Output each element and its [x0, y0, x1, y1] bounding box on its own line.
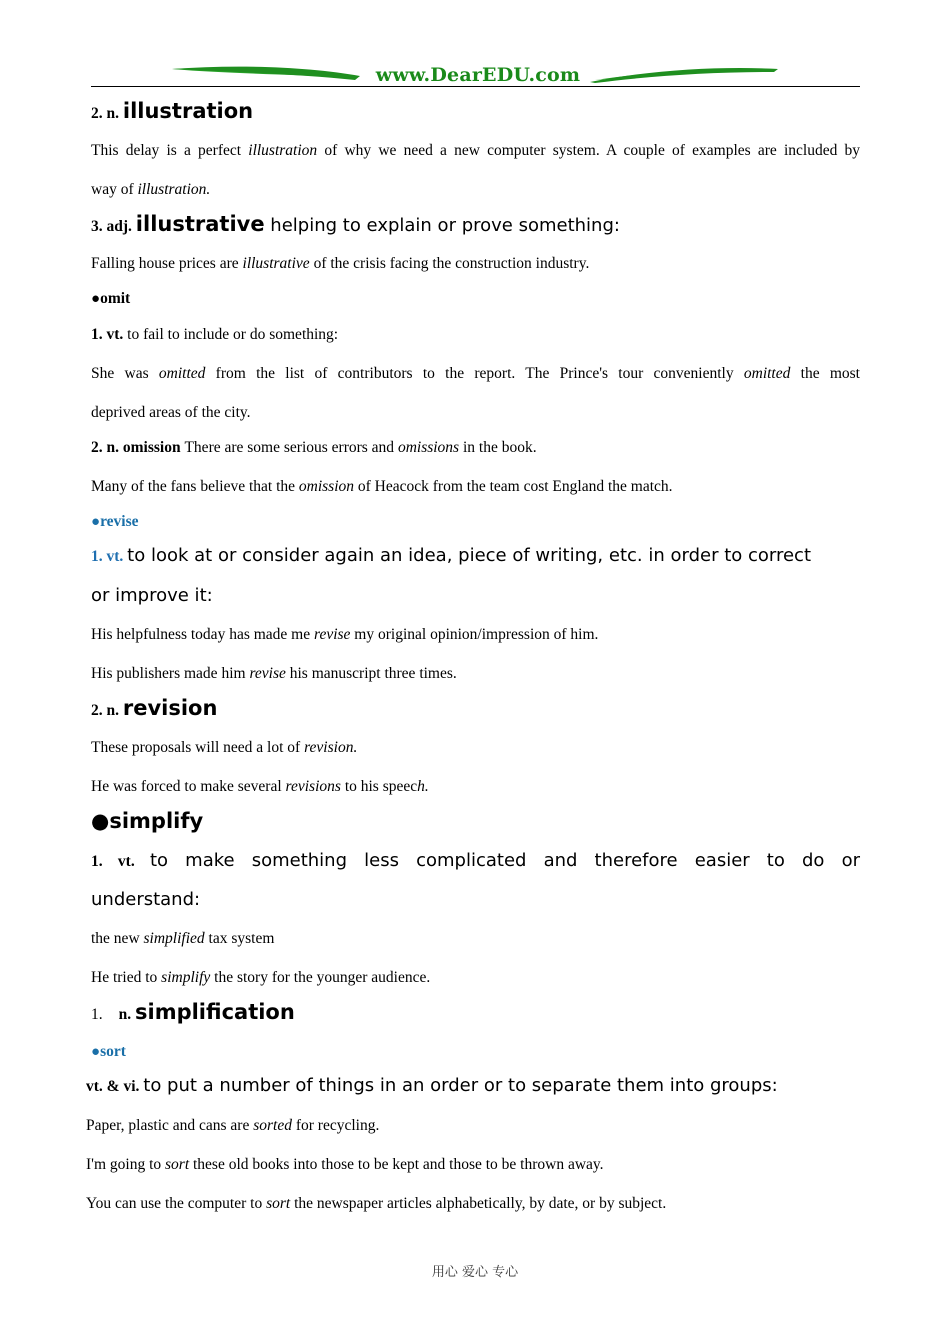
example-sentence — [91, 969, 860, 987]
headword: sort — [100, 1043, 126, 1060]
example-sentence — [91, 665, 860, 683]
bullet-icon: ● — [91, 1044, 101, 1060]
headword: revision — [122, 696, 218, 720]
italic-text: revisions — [285, 778, 341, 795]
headword: illustration — [122, 99, 254, 123]
text: the most — [790, 365, 860, 382]
header-rule — [91, 86, 860, 87]
entry-number: 2. n. — [91, 702, 123, 719]
example-sentence — [91, 404, 860, 422]
entry-number: 1. vt. — [91, 548, 128, 565]
entry-simplification — [91, 1000, 860, 1024]
definition: to put a number of things in an order or to separate them into groups: — [143, 1075, 778, 1096]
definition: understand: — [91, 889, 201, 910]
headword: revise — [100, 513, 139, 530]
text: His publishers made him — [91, 665, 250, 682]
text: of the crisis facing the construction industry. — [309, 255, 590, 272]
text: deprived areas of the city. — [91, 404, 251, 421]
entry-revise — [91, 513, 860, 531]
italic-text: revision. — [304, 739, 358, 756]
example-sentence — [91, 930, 860, 948]
text: He tried to — [91, 969, 162, 986]
text: of Heacock from the team cost England the match. — [354, 478, 673, 495]
example-sentence — [86, 1117, 855, 1135]
definition: to fail to include or do something: — [127, 326, 339, 343]
definition-line — [86, 1075, 855, 1096]
text: Falling house prices are — [91, 255, 243, 272]
headword: simplification — [135, 1000, 295, 1024]
italic-text: sorted — [253, 1117, 292, 1134]
example-sentence — [91, 142, 860, 160]
entry-number: 3. adj. — [91, 218, 136, 235]
italic-text: illustrative — [242, 255, 310, 272]
text: Many of the fans believe that the — [91, 478, 299, 495]
page-footer: 用心 爱心 专心 — [431, 1265, 519, 1280]
text: You can use the computer to — [86, 1195, 267, 1212]
text: the newspaper articles alphabetically, by date, or by subject. — [290, 1195, 667, 1212]
example-sentence — [91, 739, 860, 757]
text: I'm going to — [86, 1156, 165, 1173]
definition-line — [91, 326, 860, 344]
definition: helping to explain or prove something: — [264, 215, 620, 236]
text: There are some serious errors and — [184, 439, 398, 456]
italic-text: revise — [249, 665, 286, 682]
entry-revision — [91, 696, 860, 720]
text: This delay is a perfect — [91, 142, 249, 159]
headword: omit — [100, 290, 131, 307]
example-sentence — [91, 255, 860, 273]
bullet-icon: ● — [91, 514, 101, 530]
definition-line — [91, 889, 860, 910]
text: the new — [91, 930, 144, 947]
logo-text: www.DearEDU.com — [375, 64, 581, 86]
entry-number: 2. n. omission — [91, 439, 185, 456]
italic-text: illustration. — [137, 181, 211, 198]
text: in the book. — [459, 439, 537, 456]
italic-text: omitted — [158, 365, 206, 382]
definition: to look at or consider again an idea, piece of writing, etc. in order to correct — [127, 545, 812, 566]
text: to his speec — [340, 778, 418, 795]
entry-sort — [91, 1043, 860, 1061]
italic-text: simplify — [161, 969, 211, 986]
text: from the list of contributors to the report. The Prince's tour conveniently — [205, 365, 744, 382]
italic-text: omissions — [397, 439, 460, 456]
example-sentence — [91, 478, 860, 496]
italic-text: omitted — [743, 365, 791, 382]
italic-text: h. — [417, 778, 429, 795]
entry-illustration-noun — [91, 99, 860, 123]
text: these old books into those to be kept and those to be thrown away. — [189, 1156, 604, 1173]
entry-simplify — [91, 809, 860, 833]
part-of-speech: n. — [118, 1006, 135, 1023]
text: tax system — [204, 930, 275, 947]
text: He was forced to make several — [91, 778, 286, 795]
text: She was — [91, 365, 159, 382]
italic-text: illustration — [248, 142, 318, 159]
headword: illustrative — [135, 212, 265, 236]
example-sentence — [86, 1195, 855, 1213]
example-sentence — [91, 626, 860, 644]
text: His helpfulness today has made me — [91, 626, 314, 643]
entry-omit — [91, 290, 860, 308]
entry-number: vt. & vi. — [86, 1078, 144, 1095]
text: These proposals will need a lot of — [91, 739, 305, 756]
definition-line — [91, 545, 860, 566]
example-sentence — [91, 365, 860, 383]
text: my original opinion/impression of him. — [350, 626, 599, 643]
headword: simplify — [109, 809, 204, 833]
text: for recycling. — [291, 1117, 380, 1134]
text: way of — [91, 181, 138, 198]
entry-number: 1. vt. — [91, 853, 150, 870]
example-sentence — [86, 1156, 855, 1174]
text: of why we need a new computer system. A couple of examples are included by — [317, 142, 860, 159]
definition-line — [91, 850, 860, 871]
text: his manuscript three times. — [285, 665, 457, 682]
definition: to make something less complicated and therefore easier to do or — [149, 850, 860, 871]
definition: or improve it: — [91, 585, 213, 606]
italic-text: revise — [313, 626, 351, 643]
italic-text: sort — [266, 1195, 291, 1212]
italic-text: omission — [298, 478, 355, 495]
example-sentence — [91, 778, 860, 796]
entry-number: 1. vt. — [91, 326, 128, 343]
entry-omission — [91, 439, 860, 457]
entry-number: 2. n. — [91, 105, 123, 122]
example-sentence — [91, 181, 860, 199]
text: Paper, plastic and cans are — [86, 1117, 254, 1134]
definition-line — [91, 585, 860, 606]
entry-illustrative — [91, 212, 860, 236]
bullet-icon: ● — [91, 809, 110, 833]
italic-text: sort — [165, 1156, 190, 1173]
entry-number: 1. — [91, 1006, 103, 1023]
italic-text: simplified — [143, 930, 205, 947]
text: the story for the younger audience. — [210, 969, 431, 986]
bullet-icon: ● — [91, 291, 101, 307]
